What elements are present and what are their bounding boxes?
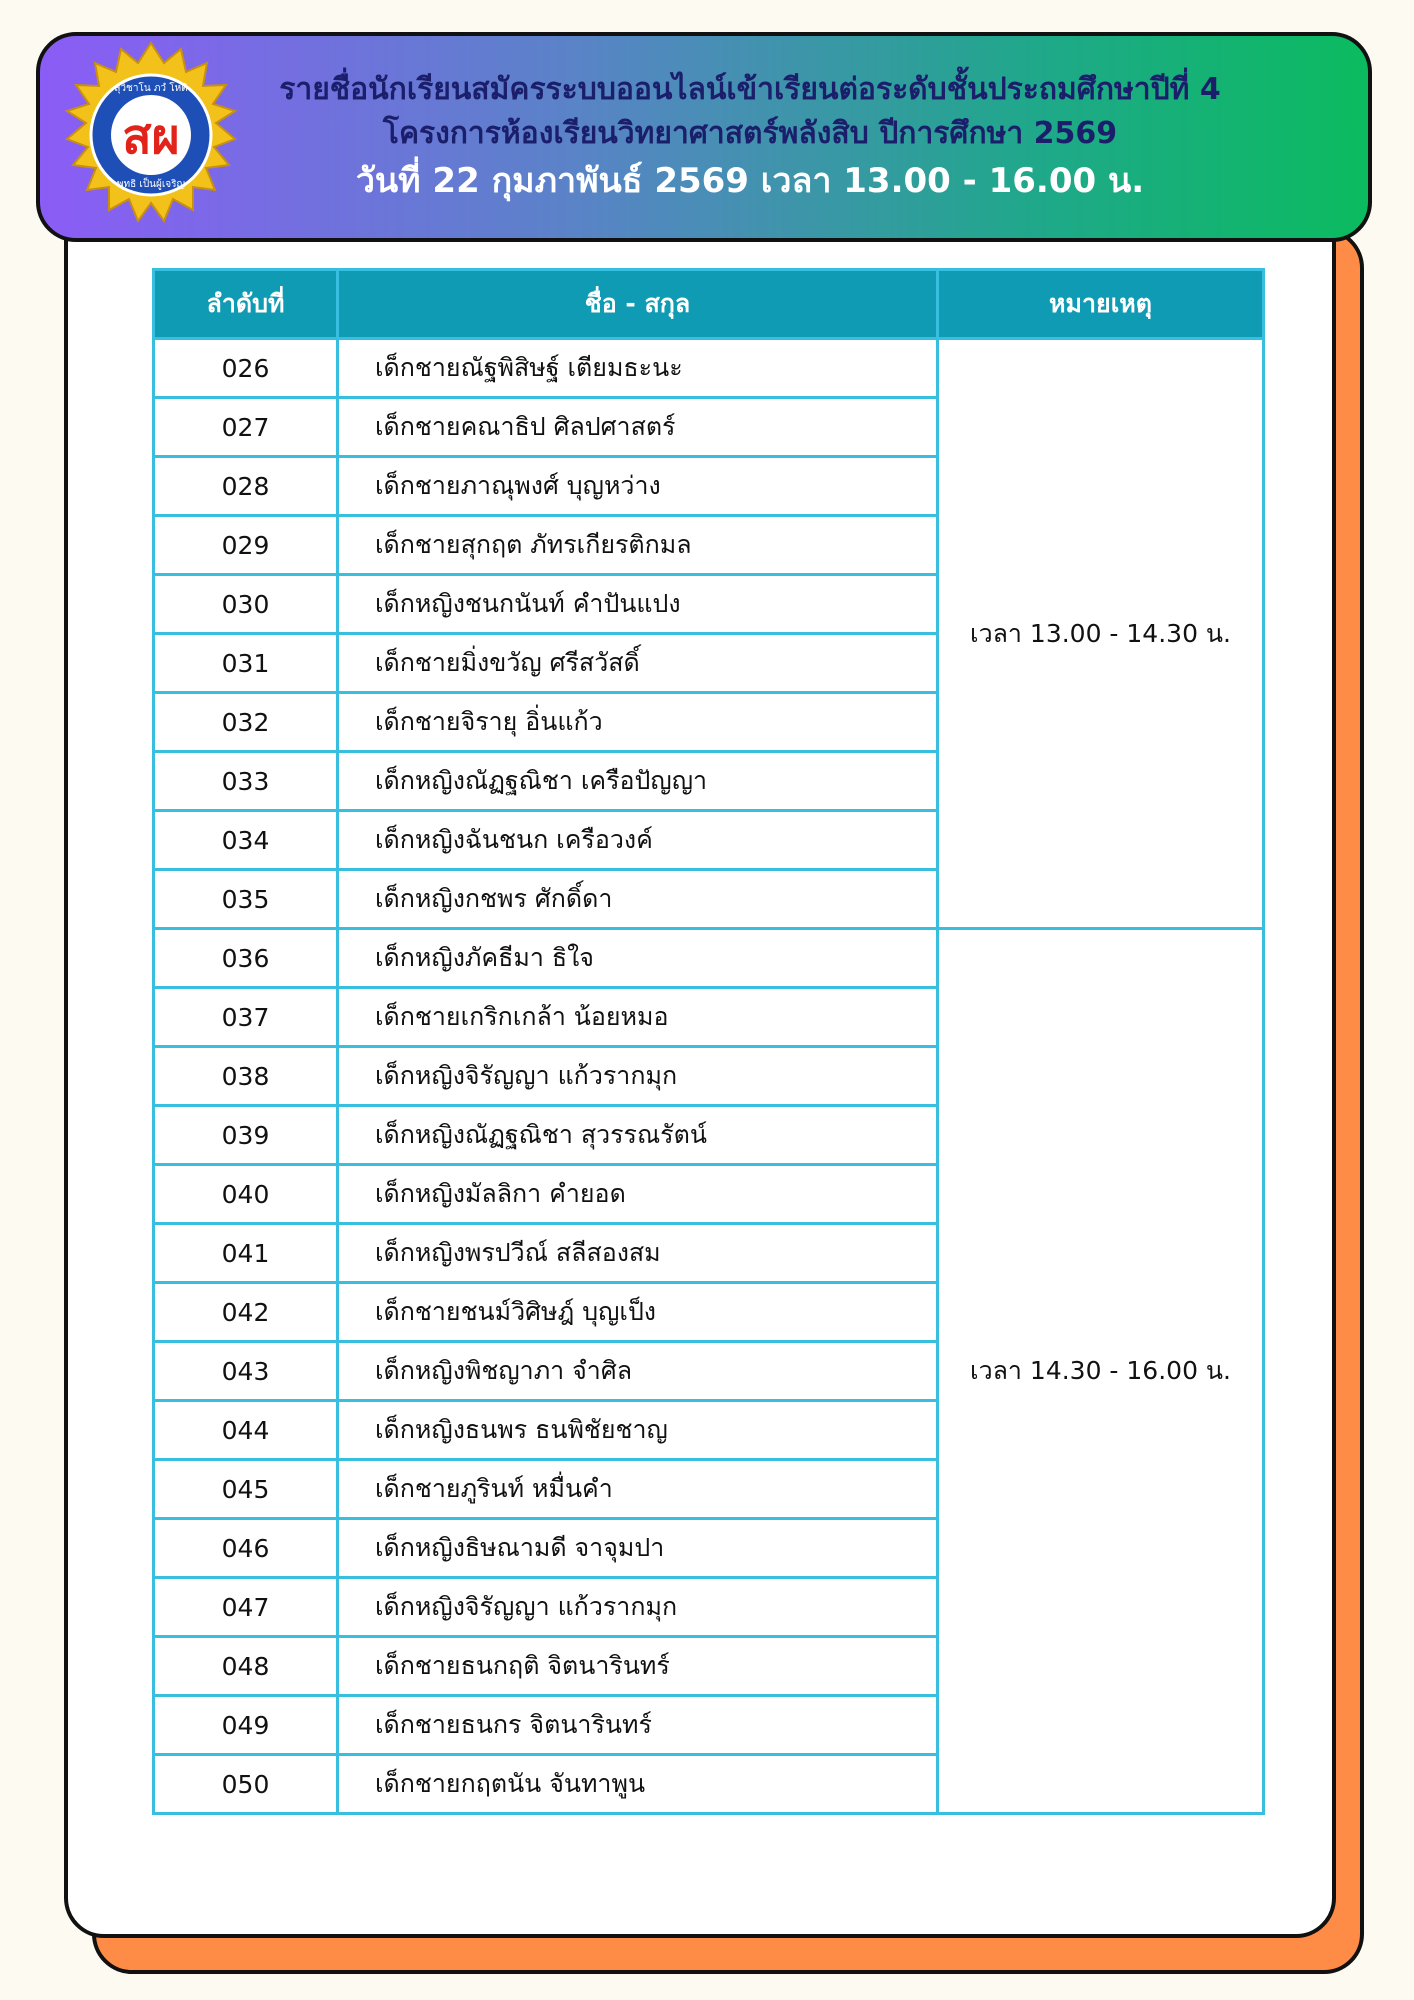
row-number: 040 — [154, 1165, 338, 1224]
row-name: เด็กหญิงณัฏฐณิชา เครือปัญญา — [338, 752, 938, 811]
row-number: 049 — [154, 1696, 338, 1755]
row-name: เด็กชายภูรินท์ หมื่นคำ — [338, 1460, 938, 1519]
row-name: เด็กหญิงภัคธีมา ธิใจ — [338, 929, 938, 988]
row-name: เด็กชายกฤตนัน จันทาพูน — [338, 1755, 938, 1814]
row-number: 044 — [154, 1401, 338, 1460]
row-number: 048 — [154, 1637, 338, 1696]
row-name: เด็กชายภาณุพงศ์ บุญหว่าง — [338, 457, 938, 516]
row-number: 031 — [154, 634, 338, 693]
row-number: 046 — [154, 1519, 338, 1578]
row-number: 027 — [154, 398, 338, 457]
logo-motto-bottom: พุทธิ เป็นผู้เจริญ — [116, 179, 186, 190]
row-number: 037 — [154, 988, 338, 1047]
row-number: 041 — [154, 1224, 338, 1283]
row-number: 036 — [154, 929, 338, 988]
row-number: 047 — [154, 1578, 338, 1637]
row-name: เด็กชายจิรายุ อิ่นแก้ว — [338, 693, 938, 752]
table-header-row — [154, 270, 1264, 339]
col-header-no: ลำดับที่ — [154, 270, 338, 339]
row-number: 034 — [154, 811, 338, 870]
row-name: เด็กชายคณาธิป ศิลปศาสตร์ — [338, 398, 938, 457]
logo-monogram: สผ — [122, 109, 180, 165]
row-number: 035 — [154, 870, 338, 929]
header-title-line3: วันที่ 22 กุมภาพันธ์ 2569 เวลา 13.00 - 16.00 น. — [355, 161, 1145, 201]
table-row — [154, 339, 1264, 398]
row-name: เด็กชายมิ่งขวัญ ศรีสวัสดิ์ — [338, 634, 938, 693]
row-name: เด็กหญิงธนพร ธนพิชัยชาญ — [338, 1401, 938, 1460]
header-title-line2: โครงการห้องเรียนวิทยาศาสตร์พลังสิบ ปีการศึกษา 2569 — [382, 116, 1118, 151]
row-name: เด็กหญิงพรปวีณ์ สลีสองสม — [338, 1224, 938, 1283]
row-number: 039 — [154, 1106, 338, 1165]
row-number: 026 — [154, 339, 338, 398]
row-number: 042 — [154, 1283, 338, 1342]
row-number: 033 — [154, 752, 338, 811]
row-number: 030 — [154, 575, 338, 634]
row-number: 043 — [154, 1342, 338, 1401]
row-name: เด็กชายชนม์วิศิษฎ์ บุญเป็ง — [338, 1283, 938, 1342]
time-slot-note-2: เวลา 14.30 - 16.00 น. — [938, 929, 1264, 1814]
header-titles — [200, 68, 1300, 206]
row-number: 028 — [154, 457, 338, 516]
table-row — [154, 929, 1264, 988]
row-number: 050 — [154, 1755, 338, 1814]
row-name: เด็กหญิงณัฏฐณิชา สุวรรณรัตน์ — [338, 1106, 938, 1165]
row-name: เด็กหญิงชนกนันท์ คำปันแปง — [338, 575, 938, 634]
row-name: เด็กชายณัฐพิสิษฐ์ เตียมธะนะ — [338, 339, 938, 398]
row-name: เด็กหญิงจิรัญญา แก้วรากมุก — [338, 1047, 938, 1106]
col-header-name: ชื่อ - สกุล — [338, 270, 938, 339]
row-number: 045 — [154, 1460, 338, 1519]
header-title-line1: รายชื่อนักเรียนสมัครระบบออนไลน์เข้าเรียนต่อระดับชั้นประถมศึกษาปีที่ 4 — [279, 72, 1221, 107]
row-name: เด็กหญิงฉันชนก เครือวงค์ — [338, 811, 938, 870]
row-number: 029 — [154, 516, 338, 575]
col-header-note: หมายเหตุ — [938, 270, 1264, 339]
logo-motto-top: สุวิชาโน ภวํ โหติ — [114, 83, 188, 94]
row-number: 038 — [154, 1047, 338, 1106]
student-table — [152, 268, 1265, 1815]
row-name: เด็กหญิงจิรัญญา แก้วรากมุก — [338, 1578, 938, 1637]
row-name: เด็กหญิงกชพร ศักดิ์ดา — [338, 870, 938, 929]
row-name: เด็กหญิงมัลลิกา คำยอด — [338, 1165, 938, 1224]
time-slot-note-1: เวลา 13.00 - 14.30 น. — [938, 339, 1264, 929]
row-name: เด็กชายธนกฤติ จิตนารินทร์ — [338, 1637, 938, 1696]
row-name: เด็กชายสุกฤต ภัทรเกียรติกมล — [338, 516, 938, 575]
row-name: เด็กชายเกริกเกล้า น้อยหมอ — [338, 988, 938, 1047]
row-name: เด็กชายธนกร จิตนารินทร์ — [338, 1696, 938, 1755]
row-name: เด็กหญิงพิชญาภา จำศิล — [338, 1342, 938, 1401]
row-name: เด็กหญิงธิษณามดี จาจุมปา — [338, 1519, 938, 1578]
row-number: 032 — [154, 693, 338, 752]
